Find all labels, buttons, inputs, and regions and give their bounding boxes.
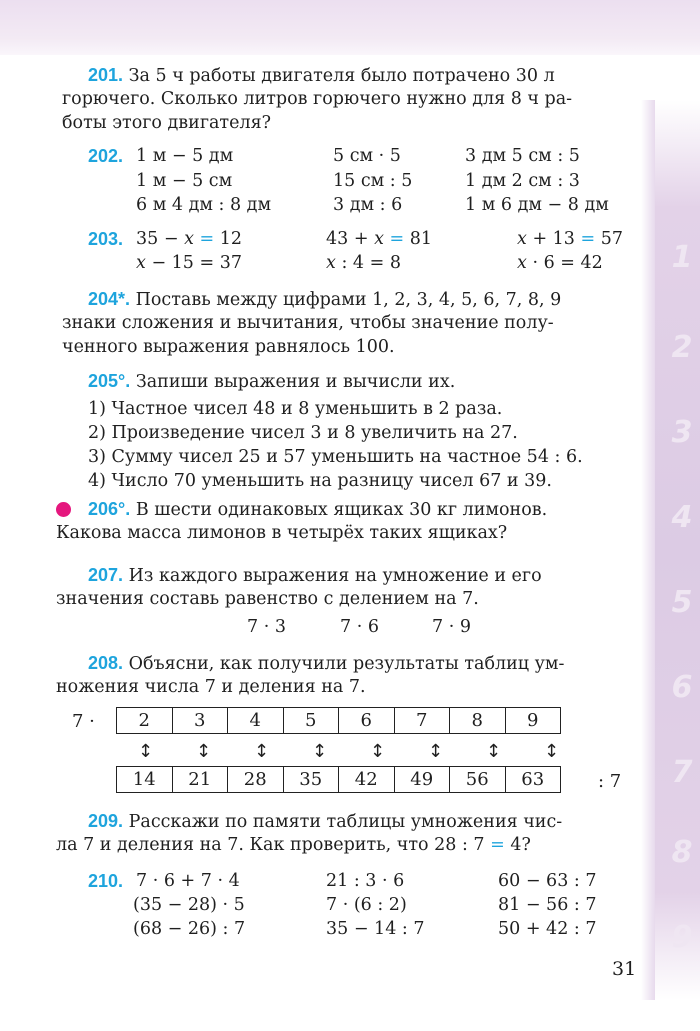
product-row: [116, 766, 561, 793]
expression: 7 · (6 : 2): [326, 895, 407, 915]
page-number: 31: [612, 958, 637, 980]
double-arrow-icon: ↕: [486, 741, 502, 762]
equation: x + 13 = 57: [517, 229, 624, 249]
text-line: ченного выражения равнялось 100.: [62, 337, 395, 357]
table-cell: 14: [117, 767, 173, 793]
page-header-band: [0, 0, 700, 55]
table-cell: 35: [283, 767, 339, 793]
double-arrow-icon: ↕: [428, 741, 444, 762]
expression: 21 : 3 · 6: [326, 871, 405, 891]
table-cell: 3: [172, 708, 228, 734]
expression: 1 м 6 дм − 8 дм: [465, 195, 609, 215]
expression: 15 см : 5: [333, 171, 413, 191]
expression: 60 − 63 : 7: [498, 871, 597, 891]
chapter-tab-2: 2: [671, 330, 693, 365]
text-line: Расскажи по памяти таблицы умножения чис-: [128, 812, 563, 832]
expression: (68 − 26) : 7: [133, 919, 246, 939]
double-arrow-icon: ↕: [370, 741, 386, 762]
equation: 43 + x = 81: [326, 229, 433, 249]
table-cell: 49: [394, 767, 450, 793]
table-cell: 21: [172, 767, 228, 793]
expression: 3 дм 5 см : 5: [465, 146, 580, 166]
table-cell: 8: [450, 708, 506, 734]
table-cell: 5: [283, 708, 339, 734]
text-line: Какова масса лимонов в четырёх таких ящиках?: [56, 523, 508, 543]
double-arrow-icon: ↕: [254, 741, 270, 762]
chapter-tab-5: 5: [671, 585, 693, 620]
multiplier-label: 7 ·: [72, 711, 95, 732]
exercise-number: 210.: [88, 871, 124, 891]
expression: 7 · 9: [432, 617, 471, 637]
table-cell: 56: [450, 767, 506, 793]
table-cell: 4: [228, 708, 284, 734]
chapter-tab-8: 8: [671, 835, 693, 870]
expression: 7 · 3: [247, 617, 286, 637]
list-item: 4) Число 70 уменьшить на разницу чисел 67 и 39.: [88, 471, 552, 491]
table-cell: 6: [339, 708, 395, 734]
chapter-tab-6: 6: [671, 670, 693, 705]
expression: 1 м − 5 дм: [136, 146, 234, 166]
text-line: горючего. Сколько литров горючего нужно для 8 ч ра-: [62, 89, 573, 109]
equation: x · 6 = 42: [517, 253, 603, 273]
exercise-number: 207.: [88, 565, 124, 585]
double-arrow-icon: ↕: [544, 741, 560, 762]
text-line: Объясни, как получили результаты таблиц ум-: [128, 654, 565, 674]
text-line: ла 7 и деления на 7. Как проверить, что 28 : 7 = 4?: [56, 835, 531, 855]
chapter-tab-9: 9: [671, 920, 693, 955]
text-line: ножения числа 7 и деления на 7.: [56, 677, 366, 697]
text-line: боты этого двигателя?: [62, 113, 272, 133]
equation: 35 − x = 12: [136, 229, 243, 249]
expression: 6 м 4 дм : 8 дм: [136, 195, 272, 215]
expression: 1 дм 2 см : 3: [465, 171, 580, 191]
table-cell: 42: [339, 767, 395, 793]
chapter-tab-4: 4: [671, 500, 693, 535]
important-marker-bullet: [56, 502, 71, 517]
list-item: 1) Частное чисел 48 и 8 уменьшить в 2 раза.: [88, 399, 503, 419]
expression: 3 дм : 6: [333, 195, 403, 215]
text-line: В шести одинаковых ящиках 30 кг лимонов.: [135, 500, 548, 520]
double-arrow-icon: ↕: [196, 741, 212, 762]
expression: 81 − 56 : 7: [498, 895, 597, 915]
equation: x : 4 = 8: [326, 253, 401, 273]
exercise-number: 202.: [88, 146, 124, 166]
chapter-tab-7: 7: [671, 755, 693, 790]
chapter-tab-3: 3: [671, 415, 693, 450]
exercise-title: Запиши выражения и вычисли их.: [135, 372, 456, 392]
table-cell: 63: [505, 767, 561, 793]
exercise-number: 204*.: [88, 289, 131, 309]
equation: x − 15 = 37: [136, 253, 243, 273]
exercise-number: 206°.: [88, 499, 131, 519]
table-cell: 2: [117, 708, 173, 734]
expression: 50 + 42 : 7: [498, 919, 597, 939]
expression: 7 · 6 + 7 · 4: [136, 871, 240, 891]
text-line: Поставь между цифрами 1, 2, 3, 4, 5, 6, 7, 8, 9: [135, 290, 562, 310]
double-arrow-icon: ↕: [312, 741, 328, 762]
table-cell: 28: [228, 767, 284, 793]
exercise-number: 209.: [88, 811, 124, 831]
text-line: знаки сложения и вычитания, чтобы значение полу-: [62, 313, 554, 333]
exercise-number: 201.: [88, 65, 124, 85]
expression: (35 − 28) · 5: [133, 895, 245, 915]
text-line: значения составь равенство с делением на 7.: [56, 589, 479, 609]
expression: 35 − 14 : 7: [326, 919, 425, 939]
list-item: 2) Произведение чисел 3 и 8 увеличить на 27.: [88, 423, 518, 443]
text-line: За 5 ч работы двигателя было потрачено 30 л: [128, 66, 555, 86]
table-cell: 9: [505, 708, 561, 734]
text-line: Из каждого выражения на умножение и его: [128, 566, 542, 586]
chapter-tab-1: 1: [671, 240, 693, 275]
multiplicand-row: [116, 707, 561, 734]
exercise-number: 208.: [88, 653, 124, 673]
double-arrow-icon: ↕: [138, 741, 154, 762]
chapter-tab-strip: [655, 100, 700, 1000]
exercise-number: 203.: [88, 229, 124, 249]
expression: 1 м − 5 см: [136, 171, 233, 191]
divisor-label: : 7: [598, 771, 622, 792]
expression: 5 см · 5: [333, 146, 401, 166]
expression: 7 · 6: [340, 617, 379, 637]
exercise-number: 205°.: [88, 371, 131, 391]
table-cell: 7: [394, 708, 450, 734]
list-item: 3) Сумму чисел 25 и 57 уменьшить на частное 54 : 6.: [88, 447, 583, 467]
